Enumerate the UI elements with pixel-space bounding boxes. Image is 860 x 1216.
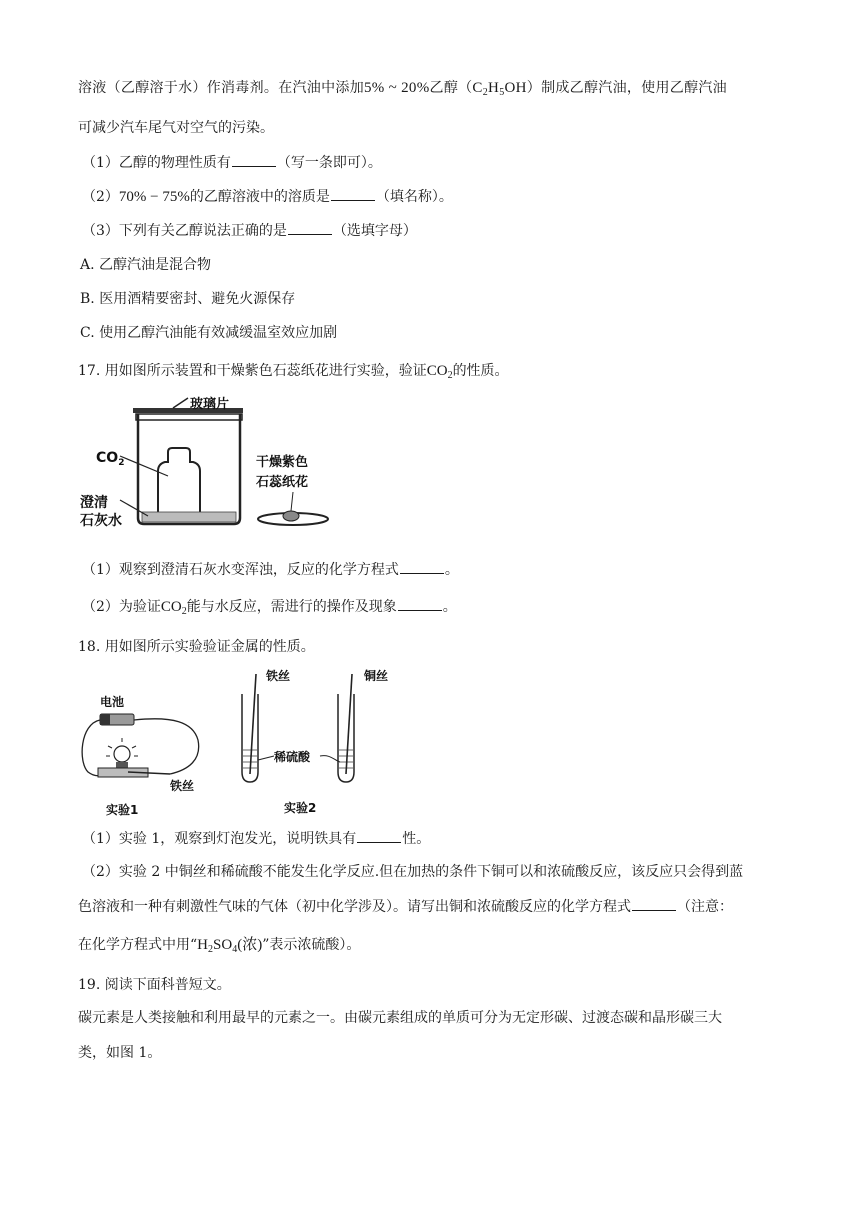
text: 乙醇（ (429, 80, 473, 96)
p19-stem: 19. 阅读下面科普短文。 (78, 977, 231, 993)
p16-intro-line-2: 可减少汽车尾气对空气的污染。 (78, 120, 274, 136)
co2-apparatus-figure (78, 396, 348, 536)
iron-wire-exp2 (250, 674, 256, 774)
experiment-1-label: 实验1 (106, 803, 139, 817)
answer-blank[interactable] (331, 188, 375, 201)
answer-blank[interactable] (632, 898, 676, 911)
iron-wire-label-exp2: 铁丝 (266, 669, 291, 683)
percent-range: 5% ~ 20% (364, 80, 430, 96)
limewater-shape (142, 512, 236, 522)
p17-question-1: （1）观察到澄清石灰水变浑浊，反应的化学方程式 。 (82, 562, 459, 578)
copper-wire-exp2 (346, 674, 352, 774)
dilute-acid-label: 稀硫酸 (274, 750, 311, 764)
paper-flower-shape (283, 511, 299, 521)
glass-sheet-label: 玻璃片 (190, 397, 230, 412)
text: 溶液（乙醇溶于水）作消毒剂。在汽油中添加 (78, 80, 364, 96)
litmus-paper-label-line-1: 干燥紫色 (256, 455, 309, 470)
p16-option-b: B. 医用酒精要密封、避免火源保存 (80, 291, 296, 307)
light-bulb-shape (114, 746, 130, 762)
answer-blank[interactable] (232, 154, 276, 167)
co2-formula: $CO_2$ (160, 599, 187, 617)
ethanol-formula: $C_2H_5OH$ (472, 80, 527, 98)
copper-wire-label: 铜丝 (364, 669, 389, 683)
p19-paragraph-line-1: 碳元素是人类接触和利用最早的元素之一。由碳元素组成的单质可分为无定形碳、过渡态碳和晶形碳三大 (78, 1010, 722, 1026)
p16-option-c: C. 使用乙醇汽油能有效减缓温室效应加剧 (80, 325, 338, 341)
p18-question-1: （1）实验 1，观察到灯泡发光，说明铁具有 性。 (82, 831, 431, 847)
p18-question-2-line-2: 色溶液和一种有刺激性气味的气体（初中化学涉及）。请写出铜和浓硫酸反应的化学方程式 （注意： (78, 899, 733, 915)
answer-blank[interactable] (357, 830, 401, 843)
outer-jar-shape (138, 414, 240, 524)
p18-question-2-line-3: 在化学方程式中用“$H_2SO_4$(浓)”表示浓硫酸）。 (78, 937, 361, 955)
concentrated-sulfuric-acid-formula: $H_2SO_4$(浓) (197, 937, 263, 955)
wire-shape (134, 719, 199, 774)
p16-option-a: A. 乙醇汽油是混合物 (80, 257, 212, 273)
co2-label: $CO_2$ (96, 450, 125, 468)
p16-question-3: （3）下列有关乙醇说法正确的是 （选填字母） (82, 223, 417, 239)
limewater-label-line-1: 澄清 (80, 495, 108, 511)
metal-experiments-figure (78, 664, 418, 820)
battery-label: 电池 (100, 695, 125, 709)
p19-paragraph-line-2: 类，如图 1。 (78, 1045, 162, 1061)
iron-wire-label-exp1: 铁丝 (170, 779, 195, 793)
answer-blank[interactable] (400, 561, 444, 574)
p17-question-2: （2）为验证$CO_2$能与水反应，需进行的操作及现象 。 (82, 599, 457, 617)
p18-stem: 18. 用如图所示实验验证金属的性质。 (78, 639, 315, 655)
glass-sheet-leader (173, 398, 188, 408)
p16-question-1: （1）乙醇的物理性质有 （写一条即可）。 (82, 155, 382, 171)
answer-blank[interactable] (288, 222, 332, 235)
p17-stem: 17. 用如图所示装置和干燥紫色石蕊纸花进行实验，验证$CO_2$的性质。 (78, 363, 509, 381)
litmus-paper-label-line-2: 石蕊纸花 (256, 475, 309, 490)
p16-intro-line-1 (78, 78, 800, 98)
limewater-label-line-2: 石灰水 (80, 513, 122, 529)
text: ）制成乙醇汽油，使用乙醇汽油 (526, 80, 727, 96)
experiment-2-label: 实验2 (284, 801, 317, 815)
answer-blank[interactable] (398, 598, 442, 611)
p18-question-2-line-1: （2）实验 2 中铜丝和稀硫酸不能发生化学反应.但在加热的条件下铜可以和浓硫酸反应，该反应只会得到蓝 (82, 864, 744, 880)
p16-question-2: （2）70% − 75%的乙醇溶液中的溶质是 （填名称）。 (82, 189, 453, 205)
co2-formula: $CO_2$ (426, 363, 453, 381)
inner-bottle-shape (158, 448, 200, 516)
